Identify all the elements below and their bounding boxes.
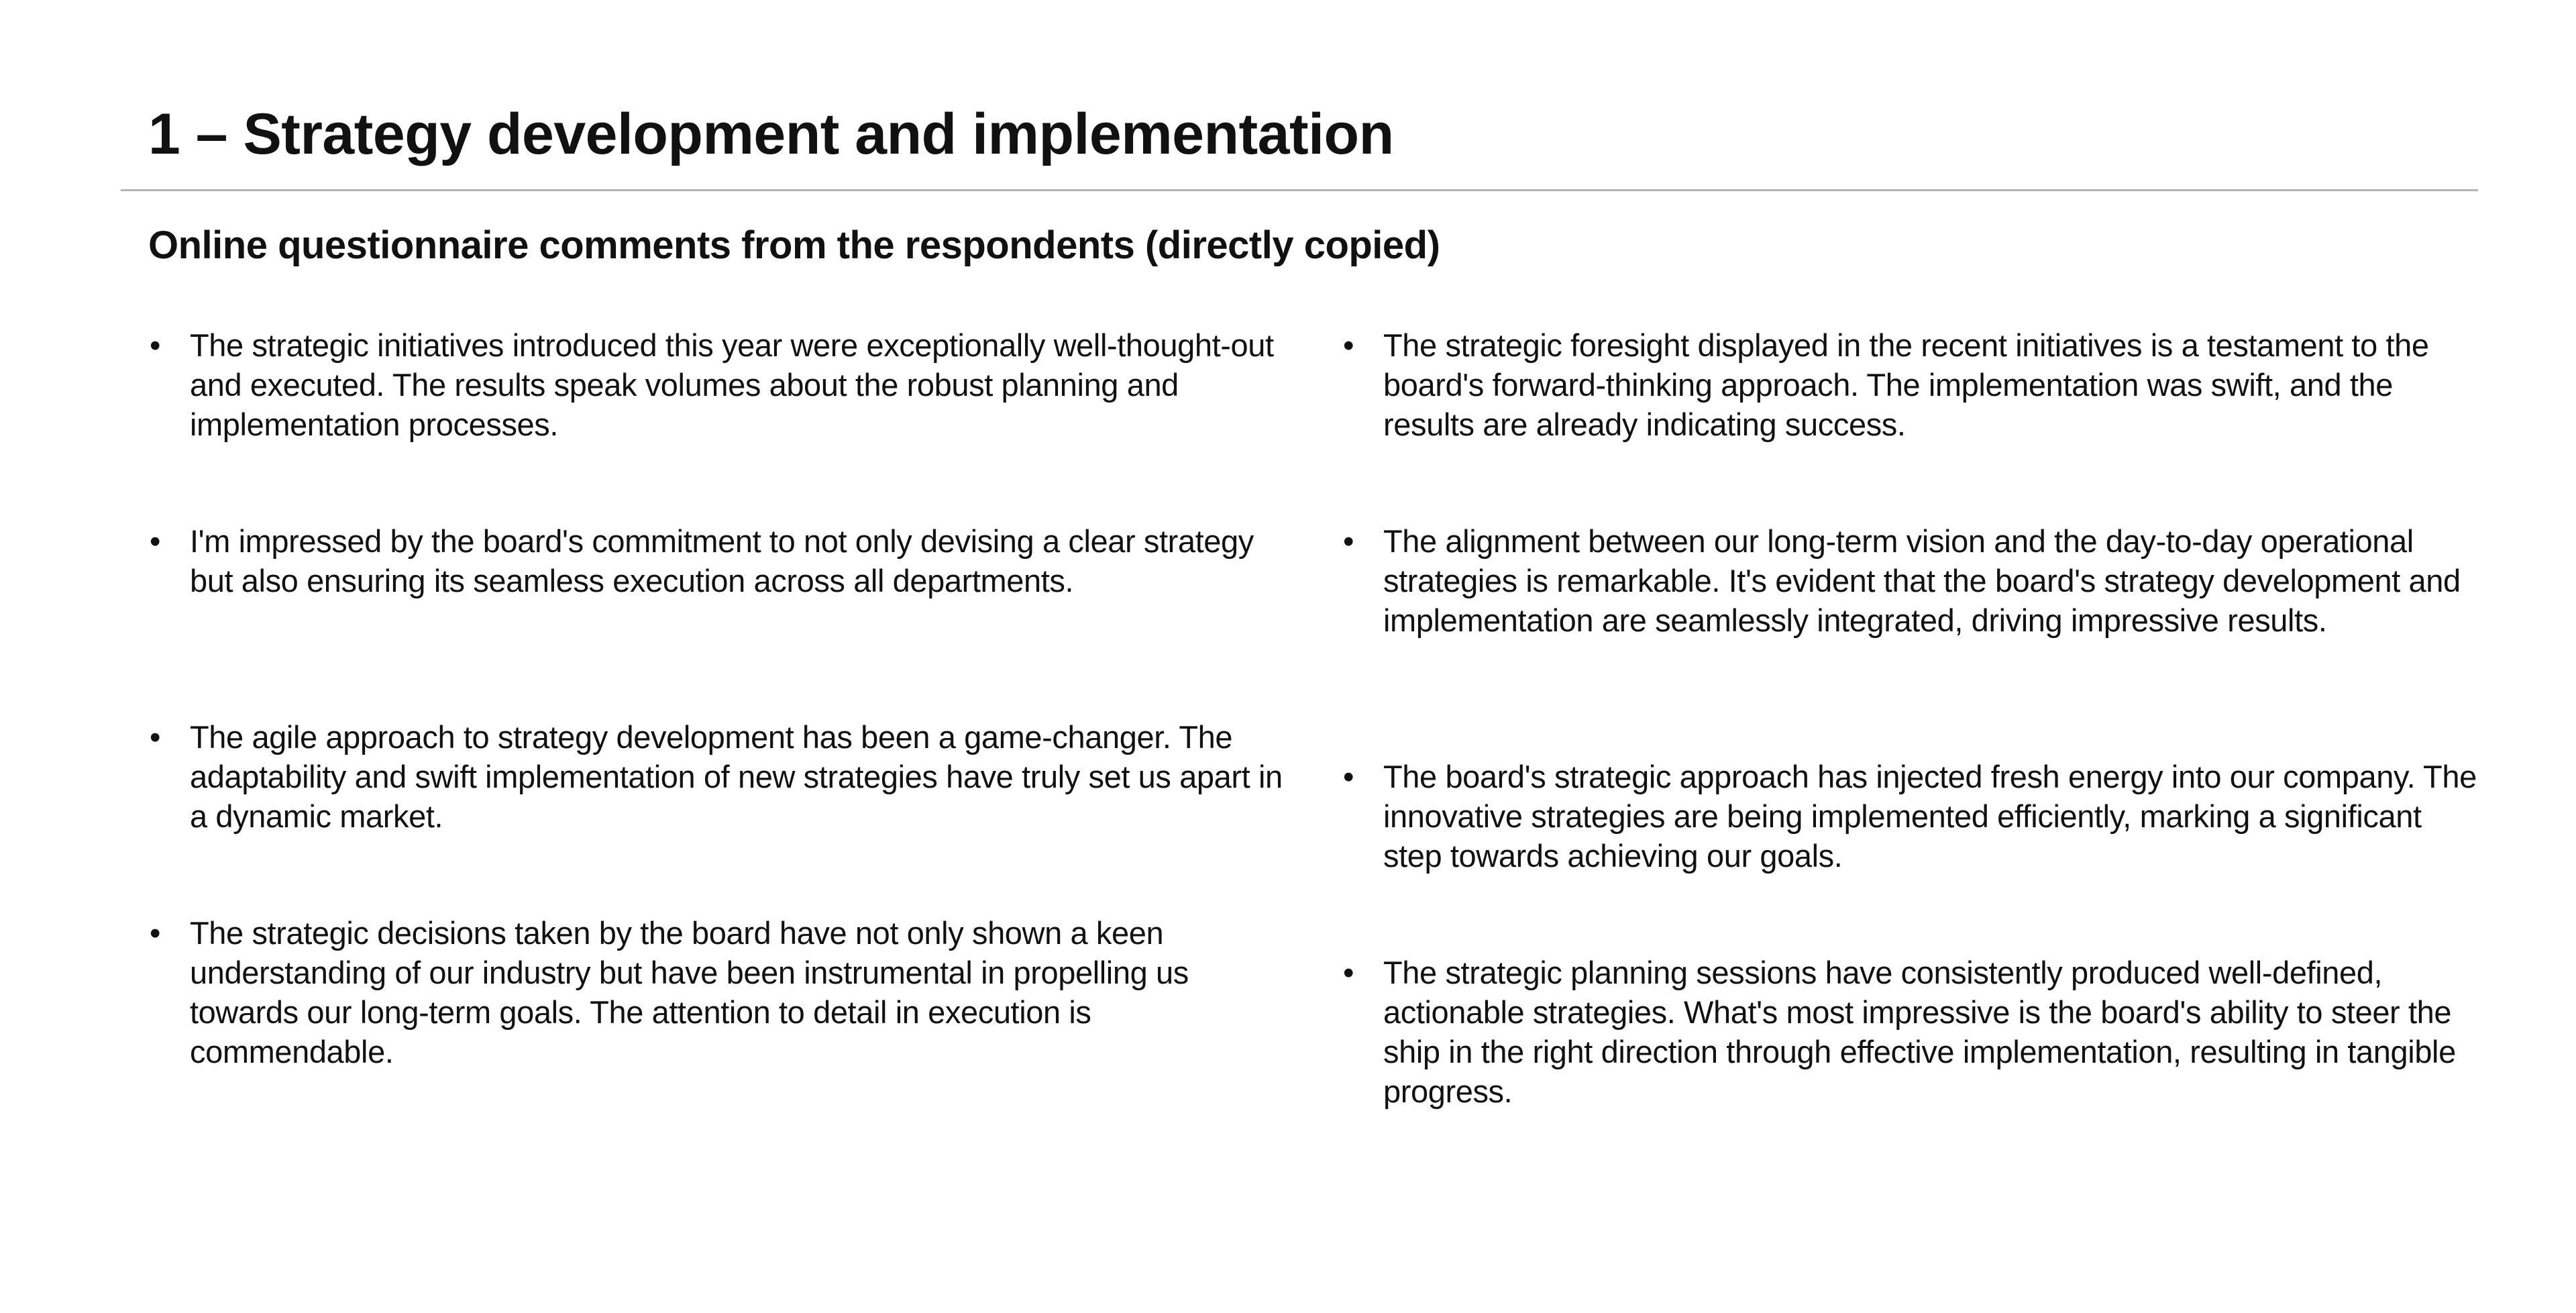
comment-item <box>148 521 1289 600</box>
bullet-icon: • <box>150 523 161 559</box>
comment-text: The strategic decisions taken by the board have not only shown a keen understanding of our industry but have been instrumental in propelling us towards our long-term goals. The attention to detail in execution is commendable. <box>190 915 1189 1069</box>
section-subtitle: Online questionnaire comments from the respondents (directly copied) <box>148 223 1440 267</box>
comment-text: The strategic initiatives introduced this year were exceptionally well-thought-out and executed. The results speak volumes about the robust planning and implementation processes. <box>190 327 1274 442</box>
bullet-icon: • <box>1343 955 1354 990</box>
comment-text: The board's strategic approach has injected fresh energy into our company. The innovative strategies are being implemented efficiently, marking a significant step towards achieving our goals. <box>1383 759 2477 874</box>
comment-item <box>148 913 1289 1071</box>
bullet-icon: • <box>150 327 161 363</box>
comment-text: The strategic foresight displayed in the recent initiatives is a testament to the board's forward-thinking approach. The implementation was swift, and the results are already indicating success. <box>1383 327 2429 442</box>
bullet-icon: • <box>1343 523 1354 559</box>
comment-item <box>1342 521 2482 640</box>
bullet-icon: • <box>150 915 161 951</box>
comment-item <box>1342 757 2482 876</box>
comment-item <box>148 717 1289 836</box>
comment-text: The agile approach to strategy development has been a game-changer. The adaptability and swift implementation of new strategies have truly set us apart in a dynamic market. <box>190 719 1283 834</box>
comment-text: I'm impressed by the board's commitment to not only devising a clear strategy but also ensuring its seamless execution across all departments. <box>190 523 1254 598</box>
page-title: 1 – Strategy development and implementation <box>148 102 1394 166</box>
bullet-icon: • <box>150 719 161 755</box>
title-divider <box>121 189 2478 191</box>
comment-item <box>148 325 1289 444</box>
comment-item <box>1342 325 2482 444</box>
comment-text: The strategic planning sessions have consistently produced well-defined, actionable strategies. What's most impressive is the board's ability to steer the ship in the right direction through effective implementation, resulting in tangible progress. <box>1383 955 2456 1109</box>
comment-text: The alignment between our long-term vision and the day-to-day operational strategies is remarkable. It's evident that the board's strategy development and implementation are seamlessly integrated, driving impressive results. <box>1383 523 2461 638</box>
bullet-icon: • <box>1343 327 1354 363</box>
comment-item <box>1342 953 2482 1111</box>
bullet-icon: • <box>1343 759 1354 794</box>
